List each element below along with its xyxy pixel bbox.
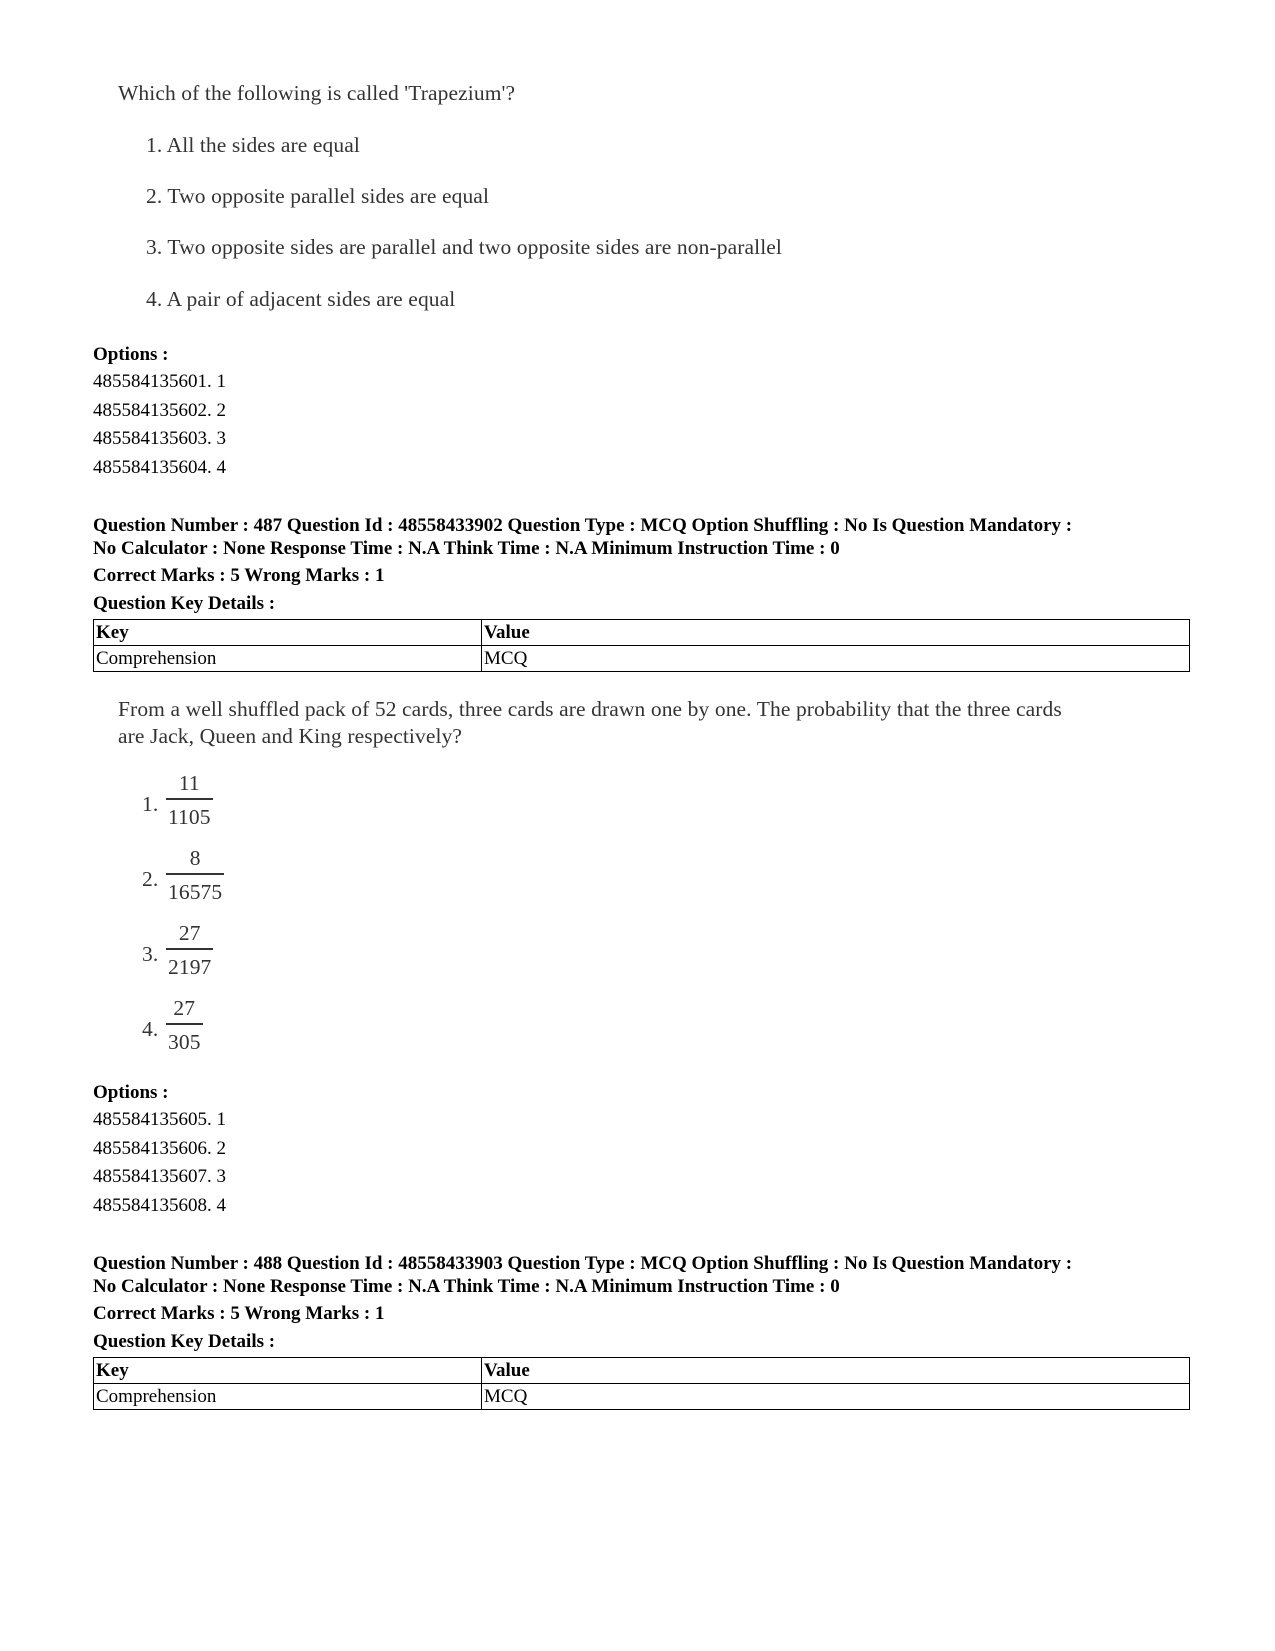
table-cell-key: Comprehension — [94, 1384, 482, 1410]
fraction-denominator: 16575 — [168, 879, 223, 904]
option-row: 485584135608. 4 — [93, 1194, 226, 1216]
table-header-value: Value — [482, 620, 1190, 646]
table-header-key: Key — [94, 620, 482, 646]
question-meta-line-2: No Calculator : None Response Time : N.A Think Time : N.A Minimum Instruction Time : 0 — [93, 538, 840, 559]
fraction-numerator: 27 — [173, 996, 196, 1020]
table-cell-key: Comprehension — [94, 646, 482, 672]
question-meta-line-1: Question Number : 487 Question Id : 48558433902 Question Type : MCQ Option Shuffling : No Is Question Mandatory : — [93, 515, 1073, 536]
marks-line: Correct Marks : 5 Wrong Marks : 1 — [93, 1303, 385, 1324]
key-details-label: Question Key Details : — [93, 593, 276, 614]
fraction-numerator: 8 — [189, 846, 201, 870]
option-row: 485584135604. 4 — [93, 456, 226, 478]
table-header-key: Key — [94, 1358, 482, 1384]
fraction-denominator: 2197 — [168, 954, 212, 979]
question-486-choice-2: 2. Two opposite parallel sides are equal — [146, 184, 490, 208]
fraction — [166, 768, 213, 832]
option-row: 485584135607. 3 — [93, 1166, 226, 1187]
fraction-denominator: 1105 — [168, 804, 211, 829]
question-487-meta — [93, 514, 1183, 615]
table-header-value: Value — [482, 1358, 1190, 1384]
question-meta-line-2: No Calculator : None Response Time : N.A Think Time : N.A Minimum Instruction Time : 0 — [93, 1276, 840, 1297]
question-488-meta — [93, 1252, 1183, 1353]
question-meta-line-1: Question Number : 488 Question Id : 48558433903 Question Type : MCQ Option Shuffling : No Is Question Mandatory : — [93, 1253, 1073, 1274]
option-row: 485584135603. 3 — [93, 428, 226, 449]
choice-label: 3. — [142, 942, 159, 966]
option-row: 485584135605. 1 — [93, 1109, 226, 1130]
fraction — [166, 918, 213, 982]
question-486-options — [93, 342, 1183, 482]
fraction-denominator: 305 — [168, 1029, 201, 1054]
question-486-choice-4: 4. A pair of adjacent sides are equal — [146, 287, 456, 311]
question-486-choice-3: 3. Two opposite sides are parallel and two opposite sides are non-parallel — [146, 235, 782, 259]
fraction — [166, 993, 203, 1057]
options-label: Options : — [93, 344, 169, 365]
table-row — [94, 646, 1190, 672]
option-row: 485584135602. 2 — [93, 399, 226, 421]
marks-line: Correct Marks : 5 Wrong Marks : 1 — [93, 565, 385, 586]
option-row: 485584135606. 2 — [93, 1137, 226, 1159]
options-label: Options : — [93, 1082, 169, 1103]
question-486-choice-1: 1. All the sides are equal — [146, 133, 360, 157]
key-details-label: Question Key Details : — [93, 1331, 276, 1352]
question-487-stem-line-1: From a well shuffled pack of 52 cards, three cards are drawn one by one. The probability that the three cards — [118, 697, 1062, 721]
table-row — [94, 1358, 1190, 1384]
choice-label: 1. — [142, 792, 159, 816]
choice-label: 2. — [142, 867, 159, 891]
question-487-options — [93, 1080, 1183, 1220]
question-486-stem: Which of the following is called 'Trapezium'? — [118, 81, 516, 105]
fraction — [166, 843, 224, 907]
table-row — [94, 620, 1190, 646]
fraction-numerator: 27 — [178, 921, 201, 945]
table-cell-value: MCQ — [482, 1384, 1190, 1410]
choice-label: 4. — [142, 1017, 159, 1041]
fraction-numerator: 11 — [178, 771, 200, 795]
table-cell-value: MCQ — [482, 646, 1190, 672]
question-487-stem-line-2: are Jack, Queen and King respectively? — [118, 724, 463, 748]
question-488-key-table — [93, 1357, 1190, 1410]
option-row: 485584135601. 1 — [93, 371, 226, 392]
table-row — [94, 1384, 1190, 1410]
question-487-key-table — [93, 619, 1190, 672]
